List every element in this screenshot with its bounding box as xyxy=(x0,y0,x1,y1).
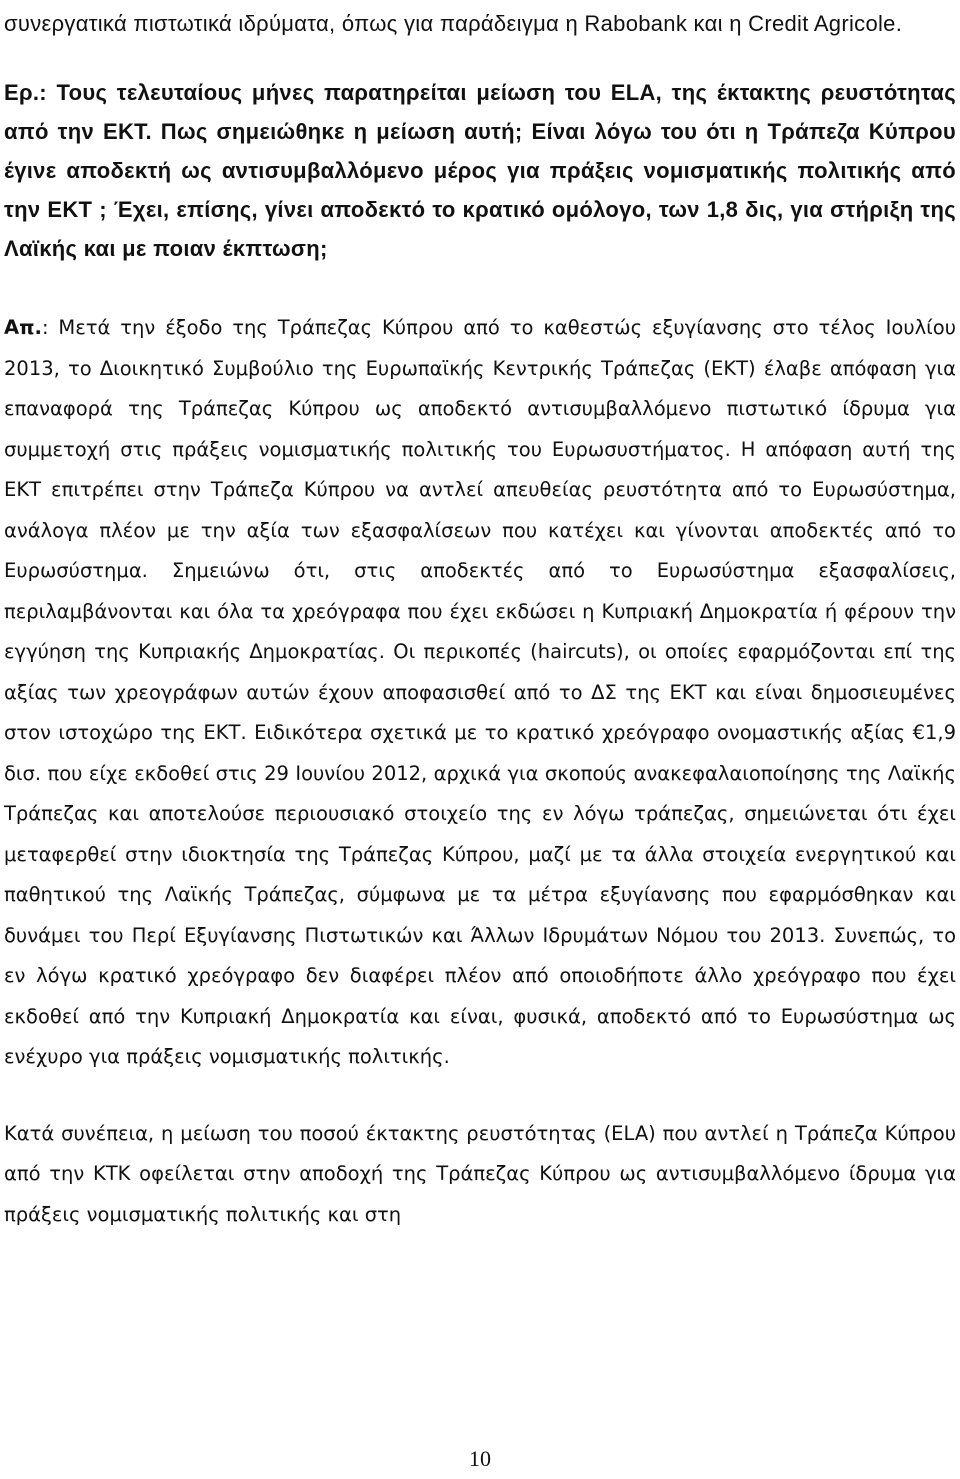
question-label: Ερ.: xyxy=(4,80,47,105)
document-page xyxy=(4,0,956,1235)
answer-text: : Μετά την έξοδο της Τράπεζας Κύπρου από το καθεστώς εξυγίανσης στο τέλος Ιουλίου 2013, το Διοικητικό Συμβούλιο της Ευρωπαϊκής Κεντρικής Τράπεζας (ΕΚΤ) έλαβε απόφαση για επαναφορά της Τράπεζας Κύπρου ως αποδεκτό αντισυμβαλλόμενο πιστωτικό ίδρυμα για συμμετοχή στις πράξεις νομισματικής πολιτικής του Ευρωσυστήματος. Η απόφαση αυτή της ΕΚΤ επιτρέπει στην Τράπεζα Κύπρου να αντλεί απευθείας ρευστότητα από το Ευρωσύστημα, ανάλογα πλέον με την αξία των εξασφαλίσεων που κατέχει και γίνονται αποδεκτές από το Ευρωσύστημα. Σημειώνω ότι, στις αποδεκτές από το Ευρωσύστημα εξασφαλίσεις, περιλαμβάνονται και όλα τα χρεόγραφα που έχει εκδώσει η Κυπριακή Δημοκρατία ή φέρουν την εγγύηση της Κυπριακής Δημοκρατίας. Οι περικοπές (haircuts), οι οποίες εφαρμόζονται επί της αξίας των χρεογράφων αυτών έχουν αποφασισθεί από το ΔΣ της ΕΚΤ και είναι δημοσιευμένες στον ιστοχώρο της ΕΚΤ. Ειδικότερα σχετικά με το κρατικό χρεόγραφο ονομαστικής αξίας €1,9 δισ. που είχε εκδοθεί στις 29 Ιουνίου 2012, αρχικά για σκοπούς ανακεφαλαιοποίησης της Λαϊκής Τράπεζας και αποτελούσε περιουσιακό στοιχείο της εν λόγω τράπεζας, σημειώνεται ότι έχει μεταφερθεί στην ιδιοκτησία της Τράπεζας Κύπρου, μαζί με τα άλλα στοιχεία ενεργητικού και παθητικού της Λαϊκής Τράπεζας, σύμφωνα με τα μέτρα εξυγίανσης που εφαρμόσθηκαν και δυνάμει του Περί Εξυγίανσης Πιστωτικών και Άλλων Ιδρυμάτων Νόμου του 2013. Συνεπώς, το εν λόγω κρατικό χρεόγραφο δεν διαφέρει πλέον από οποιοδήποτε άλλο χρεόγραφο που έχει εκδοθεί από την Κυπριακή Δημοκρατία και είναι, φυσικά, αποδεκτό από το Ευρωσύστημα ως ενέχυρο για πράξεις νομισματικής πολιτικής. xyxy=(4,316,956,1068)
question-text: Τους τελευταίους μήνες παρατηρείται μείωση του ELA, της έκτακτης ρευστότητας από την ΕΚΤ. Πως σημειώθηκε η μείωση αυτή; Είναι λόγω του ότι η Τράπεζα Κύπρου έγινε αποδεκτή ως αντισυμβαλλόμενο μέρος για πράξεις νομισματικής πολιτικής από την ΕΚΤ ; Έχει, επίσης, γίνει αποδεκτό το κρατικό ομόλογο, των 1,8 δις, για στήριξη της Λαϊκής και με ποιαν έκπτωση; xyxy=(4,80,956,261)
conclusion-paragraph: Κατά συνέπεια, η μείωση του ποσού έκτακτης ρευστότητας (ELA) που αντλεί η Τράπεζα Κύπρου από την ΚΤΚ οφείλεται στην αποδοχή της Τράπεζας Κύπρου ως αντισυμβαλλόμενο ίδρυμα για πράξεις νομισματικής πολιτικής και στη xyxy=(4,1121,956,1226)
question-paragraph xyxy=(4,73,956,268)
answer-label: Απ. xyxy=(4,316,42,339)
page-number: 10 xyxy=(469,1446,491,1471)
answer-paragraph xyxy=(4,308,956,1078)
intro-paragraph: συνεργατικά πιστωτικά ιδρύματα, όπως για παράδειγμα η Rabobank και η Credit Agricole. xyxy=(4,11,903,36)
